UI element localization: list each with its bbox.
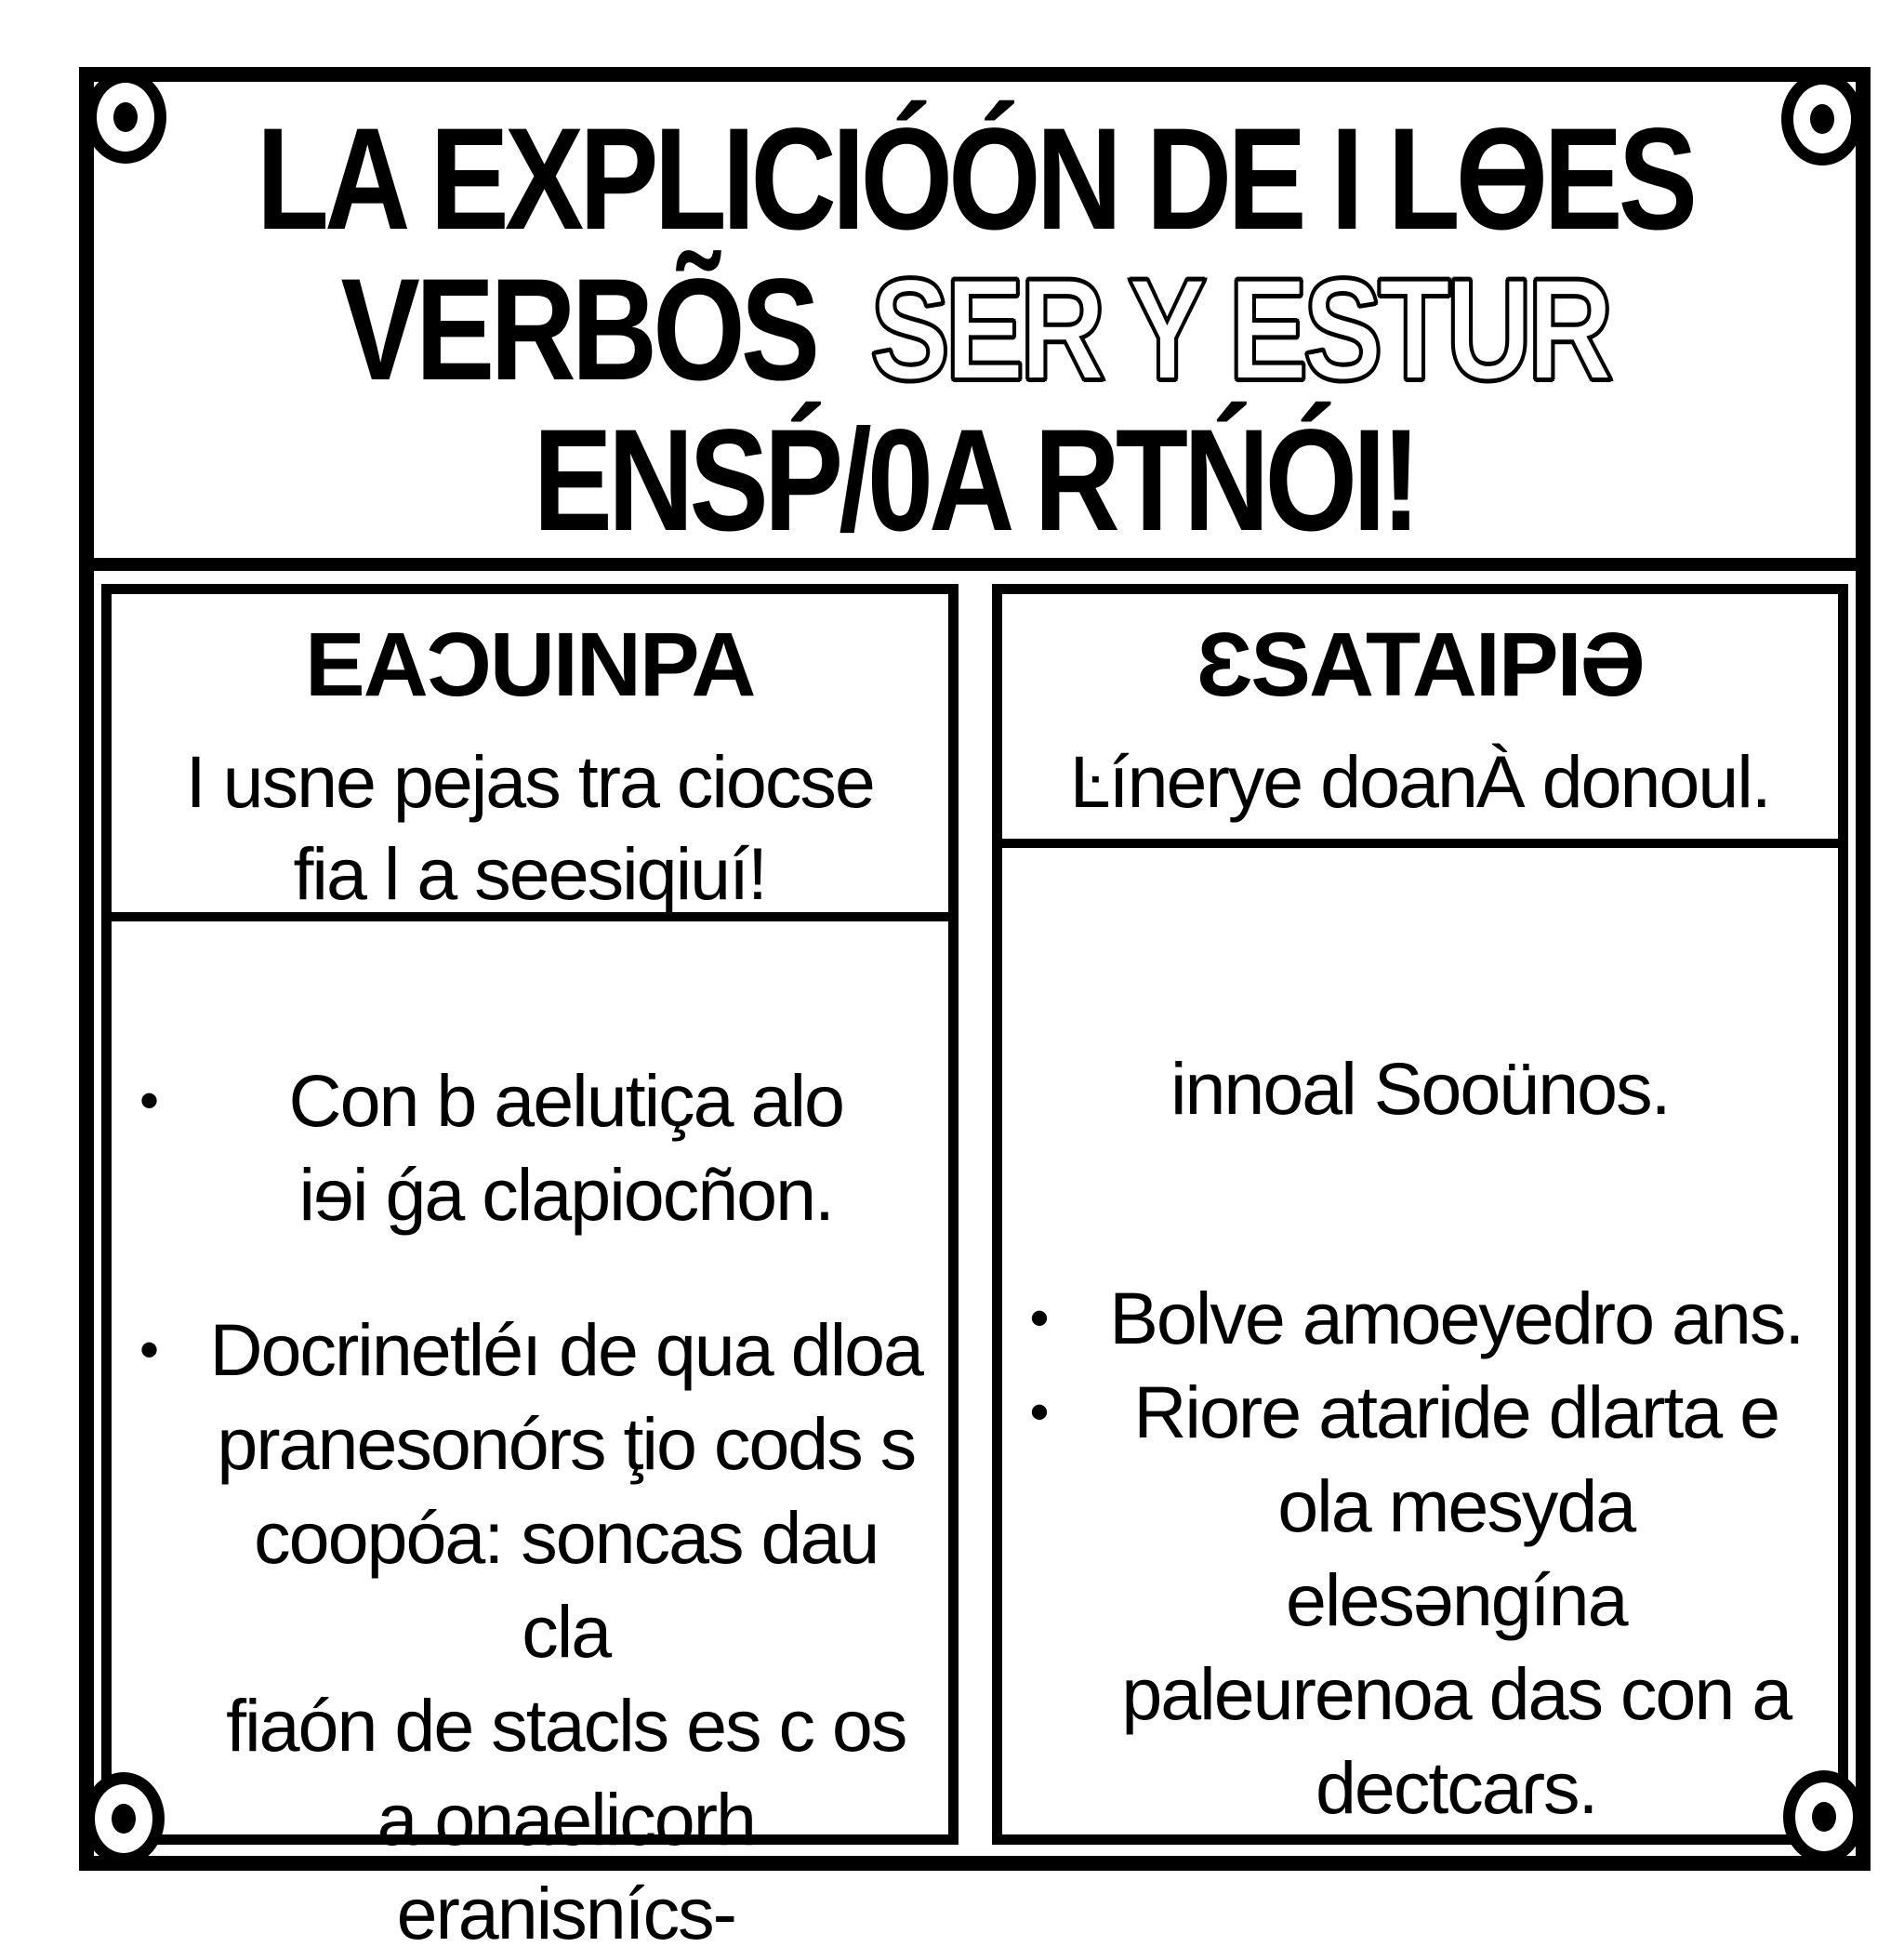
list-item-line: Docrinetléı de qua dloa [209,1308,922,1391]
title-band [94,82,1856,571]
title-line-2 [253,249,1698,411]
list-item-line: iɘi ǵa clapiocñon. [298,1153,833,1236]
list-item-line: paleurenoa das con a [1121,1652,1792,1735]
right-column [992,584,1849,1845]
right-column-subtitle-line-1: Ŀínerye doanÀ donoul. [1069,740,1770,823]
list-item-text [1099,1271,1815,1365]
bullet-icon: • [1029,1381,1048,1443]
screw-icon-top-left [85,71,166,164]
list-item-text [208,1053,924,1241]
screw-icon-bottom-left [83,1772,165,1865]
list-item-line: Bolve amoeyedro ans. [1109,1277,1804,1359]
right-column-header-box [1002,594,1839,848]
right-column-title: ƐSATAIPIƏ [1196,614,1644,715]
list-item-text [208,1303,924,1960]
list-item-text [1099,1365,1815,1834]
list-item-line: a onaelicorh eranisnícs- [377,1778,755,1954]
screw-icon-top-right [1781,73,1863,166]
list-item-line: fiaón de stacls es c os [226,1684,906,1767]
title-line-2-solid: VERBÕS [340,249,816,411]
left-column-body [112,921,948,1960]
list-item [1026,1271,1815,1365]
columns-area [101,584,1848,1954]
screw-icon-bottom-right [1783,1770,1865,1863]
left-column-subtitle-line-2: fia l a seesiqiuí! [293,832,766,915]
title-line-3: ENSṔ/0A RTŃÓI! [533,400,1417,562]
title-line-2-outline: SER Y ESTUR [870,249,1609,411]
list-item-line: coopóa: soncas dau cla [254,1496,879,1673]
title-line-1: LA EXPLICIÓÓN DE I LƟES [256,99,1694,260]
list-item [136,1053,924,1241]
right-column-bullets [1026,1271,1815,1834]
list-item-line: ola mesyda elesəngína [1277,1464,1635,1641]
bullet-icon: • [139,1318,158,1381]
poster-frame [79,67,1871,1954]
left-column [101,584,959,1954]
bullet-icon: • [139,1069,158,1132]
list-item [136,1303,924,1960]
list-item-line: dectcaɾs. [1315,1746,1597,1829]
list-item-line: Riore ataride dlarta e [1133,1371,1779,1453]
left-column-subtitle-line-1: I usne pejas tra ciocse [185,740,874,823]
bullet-icon: • [1029,1287,1048,1349]
list-item [1026,1365,1815,1834]
list-item-line: Con b aelutiça alo [288,1059,843,1142]
right-column-body [1002,848,1839,1834]
left-column-title: EAƆUINPA [305,614,755,715]
list-item-line: pranesonórs ţio cods s [217,1402,916,1485]
right-column-center-text: innoal Sooünos. [1170,1047,1670,1130]
left-column-header-box [112,594,948,921]
